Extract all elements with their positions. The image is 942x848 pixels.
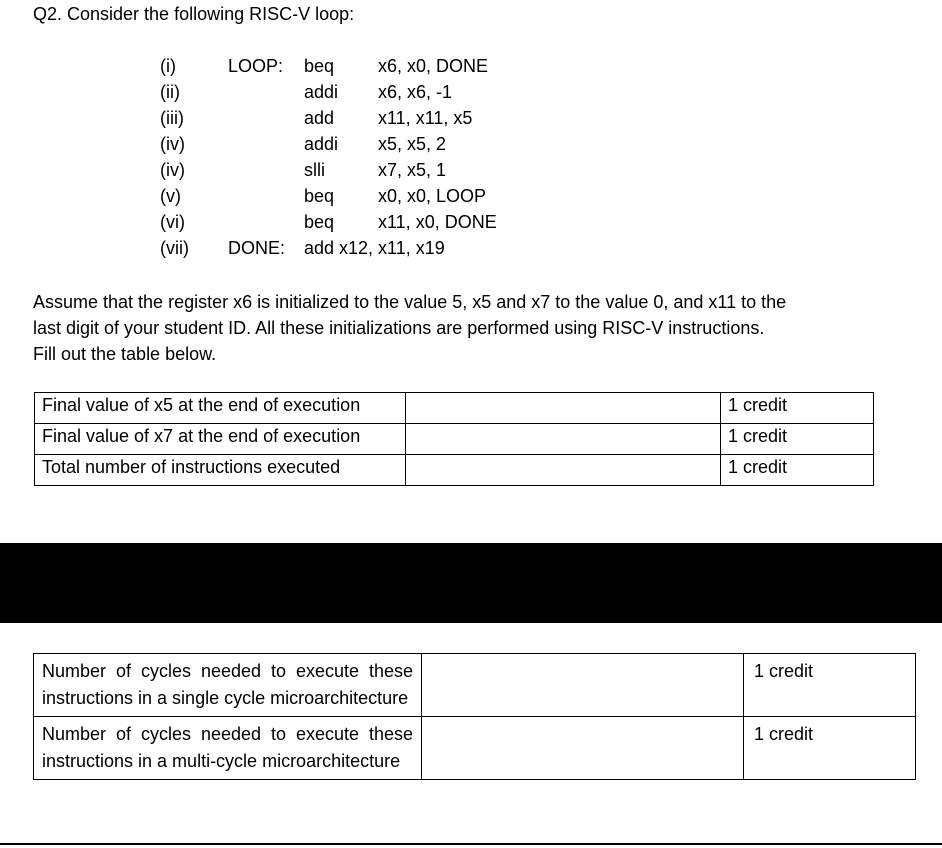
- bottom-divider: [0, 843, 942, 845]
- question-cell: Number of cycles needed to execute these instructions in a multi-cycle microarchitecture: [34, 717, 422, 780]
- credit-cell: 1 credit: [744, 717, 916, 780]
- credit-cell: 1 credit: [744, 654, 916, 717]
- line-opcode: beq: [304, 56, 335, 76]
- question-cell: Final value of x7 at the end of execution: [35, 424, 406, 455]
- line-label: LOOP:: [228, 56, 284, 76]
- answer-cell[interactable]: [422, 717, 744, 780]
- answer-table-cycles: [33, 653, 916, 780]
- paragraph-line: Assume that the register x6 is initialized to the value 5, x5 and x7 to the value 0, and x11 to the: [33, 292, 787, 312]
- line-operands: x6, x0, DONE: [378, 56, 489, 76]
- question-heading: Q2. Consider the following RISC-V loop:: [33, 4, 355, 24]
- table-row: [34, 717, 916, 780]
- credit-cell: 1 credit: [721, 393, 874, 424]
- line-number: (iv): [160, 134, 185, 154]
- line-operands: x7, x5, 1: [378, 160, 447, 180]
- line-operands: x11, x0, DONE: [378, 212, 497, 232]
- instructions-paragraph: [33, 289, 913, 367]
- answer-cell[interactable]: [406, 455, 721, 486]
- line-number: (iii): [160, 108, 184, 128]
- line-label: DONE:: [228, 238, 286, 258]
- line-opcode: beq: [304, 212, 335, 232]
- line-opcode: beq: [304, 186, 335, 206]
- answer-table-registers: [34, 392, 874, 486]
- line-operands: x0, x0, LOOP: [378, 186, 487, 206]
- question-cell: Final value of x5 at the end of execution: [35, 393, 406, 424]
- line-number: (vi): [160, 212, 185, 232]
- question-cell: Total number of instructions executed: [35, 455, 406, 486]
- redaction-bar: [0, 543, 942, 623]
- line-number: (iv): [160, 160, 185, 180]
- paragraph-line: last digit of your student ID. All these initializations are performed using RISC-V instructions.: [33, 318, 765, 338]
- credit-cell: 1 credit: [721, 455, 874, 486]
- line-number: (vii): [160, 238, 189, 258]
- line-operands: x5, x5, 2: [378, 134, 447, 154]
- line-number: (i): [160, 56, 176, 76]
- line-number: (v): [160, 186, 181, 206]
- credit-cell: 1 credit: [721, 424, 874, 455]
- answer-cell[interactable]: [406, 393, 721, 424]
- line-operands: x6, x6, -1: [378, 82, 453, 102]
- line-operands: x11, x11, x5: [378, 108, 473, 128]
- table-row: [34, 654, 916, 717]
- paragraph-line: Fill out the table below.: [33, 344, 217, 364]
- answer-cell[interactable]: [422, 654, 744, 717]
- line-opcode: slli: [304, 160, 325, 180]
- table-row: [35, 455, 874, 486]
- line-opcode: add: [304, 108, 335, 128]
- line-number: (ii): [160, 82, 180, 102]
- line-opcode: addi: [304, 82, 339, 102]
- table-row: [35, 393, 874, 424]
- answer-cell[interactable]: [406, 424, 721, 455]
- table-row: [35, 424, 874, 455]
- question-cell: Number of cycles needed to execute these instructions in a single cycle microarchitecture: [34, 654, 422, 717]
- line-opcode: addi: [304, 134, 339, 154]
- line-opcode: add x12, x11, x19: [304, 238, 445, 258]
